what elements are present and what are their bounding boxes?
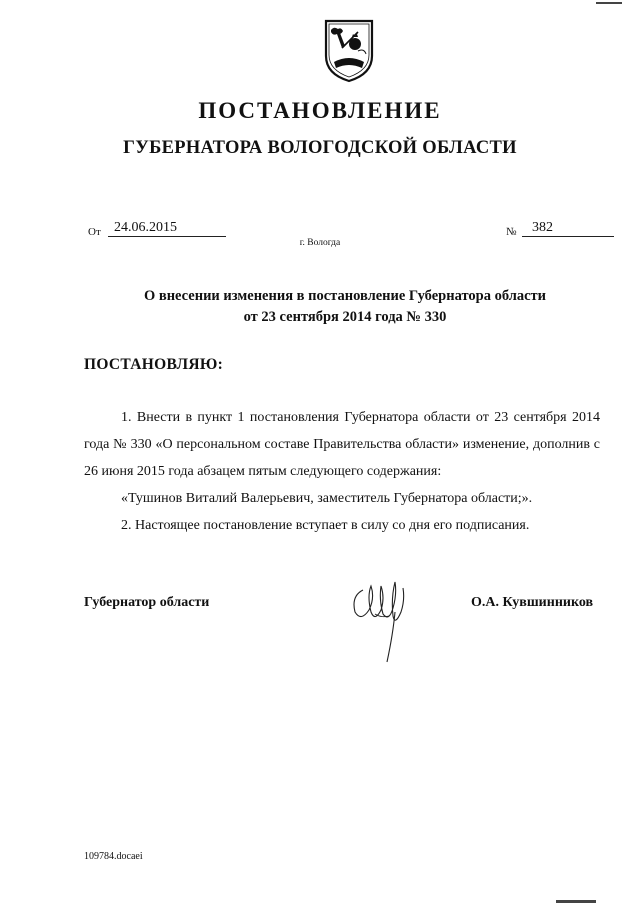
document-city: г. Вологда: [299, 238, 341, 248]
subject-line-1: О внесении изменения в постановление Губернатора области: [143, 288, 547, 304]
date-prefix: От: [88, 226, 101, 238]
scan-mark-bottom: [556, 900, 596, 903]
subject-line-2: от 23 сентября 2014 года № 330: [243, 309, 447, 325]
signatory-title: Губернатор области: [84, 595, 210, 610]
document-number: 382: [522, 220, 614, 237]
signatory-name: О.А. Кувшинников: [471, 595, 594, 610]
coat-of-arms-icon: [322, 18, 376, 84]
document-title: ПОСТАНОВЛЕНИЕ: [198, 98, 442, 123]
decree-heading: ПОСТАНОВЛЯЮ:: [84, 356, 224, 373]
number-prefix: №: [506, 226, 517, 238]
scan-mark-top: [596, 2, 622, 4]
paragraph-2: «Тушинов Виталий Валерьевич, заместитель Губернатора области;».: [121, 491, 533, 506]
document-subject: [90, 286, 600, 328]
document-body: [84, 404, 600, 539]
signature-icon: [345, 572, 417, 664]
document-date: 24.06.2015: [108, 220, 226, 237]
paragraph-3: 2. Настоящее постановление вступает в силу со дня его подписания.: [121, 518, 530, 533]
paragraph-1: 1. Внести в пункт 1 постановления Губернатора области от 23 сентября 2014 года № 330 «О персональном составе Правительства области» изменение, дополнив с 26 июня 2015 года абзацем пятым следующего содержания:: [84, 410, 600, 479]
file-name: 109784.docaei: [84, 851, 143, 862]
document-subtitle: ГУБЕРНАТОРА ВОЛОГОДСКОЙ ОБЛАСТИ: [123, 138, 517, 158]
